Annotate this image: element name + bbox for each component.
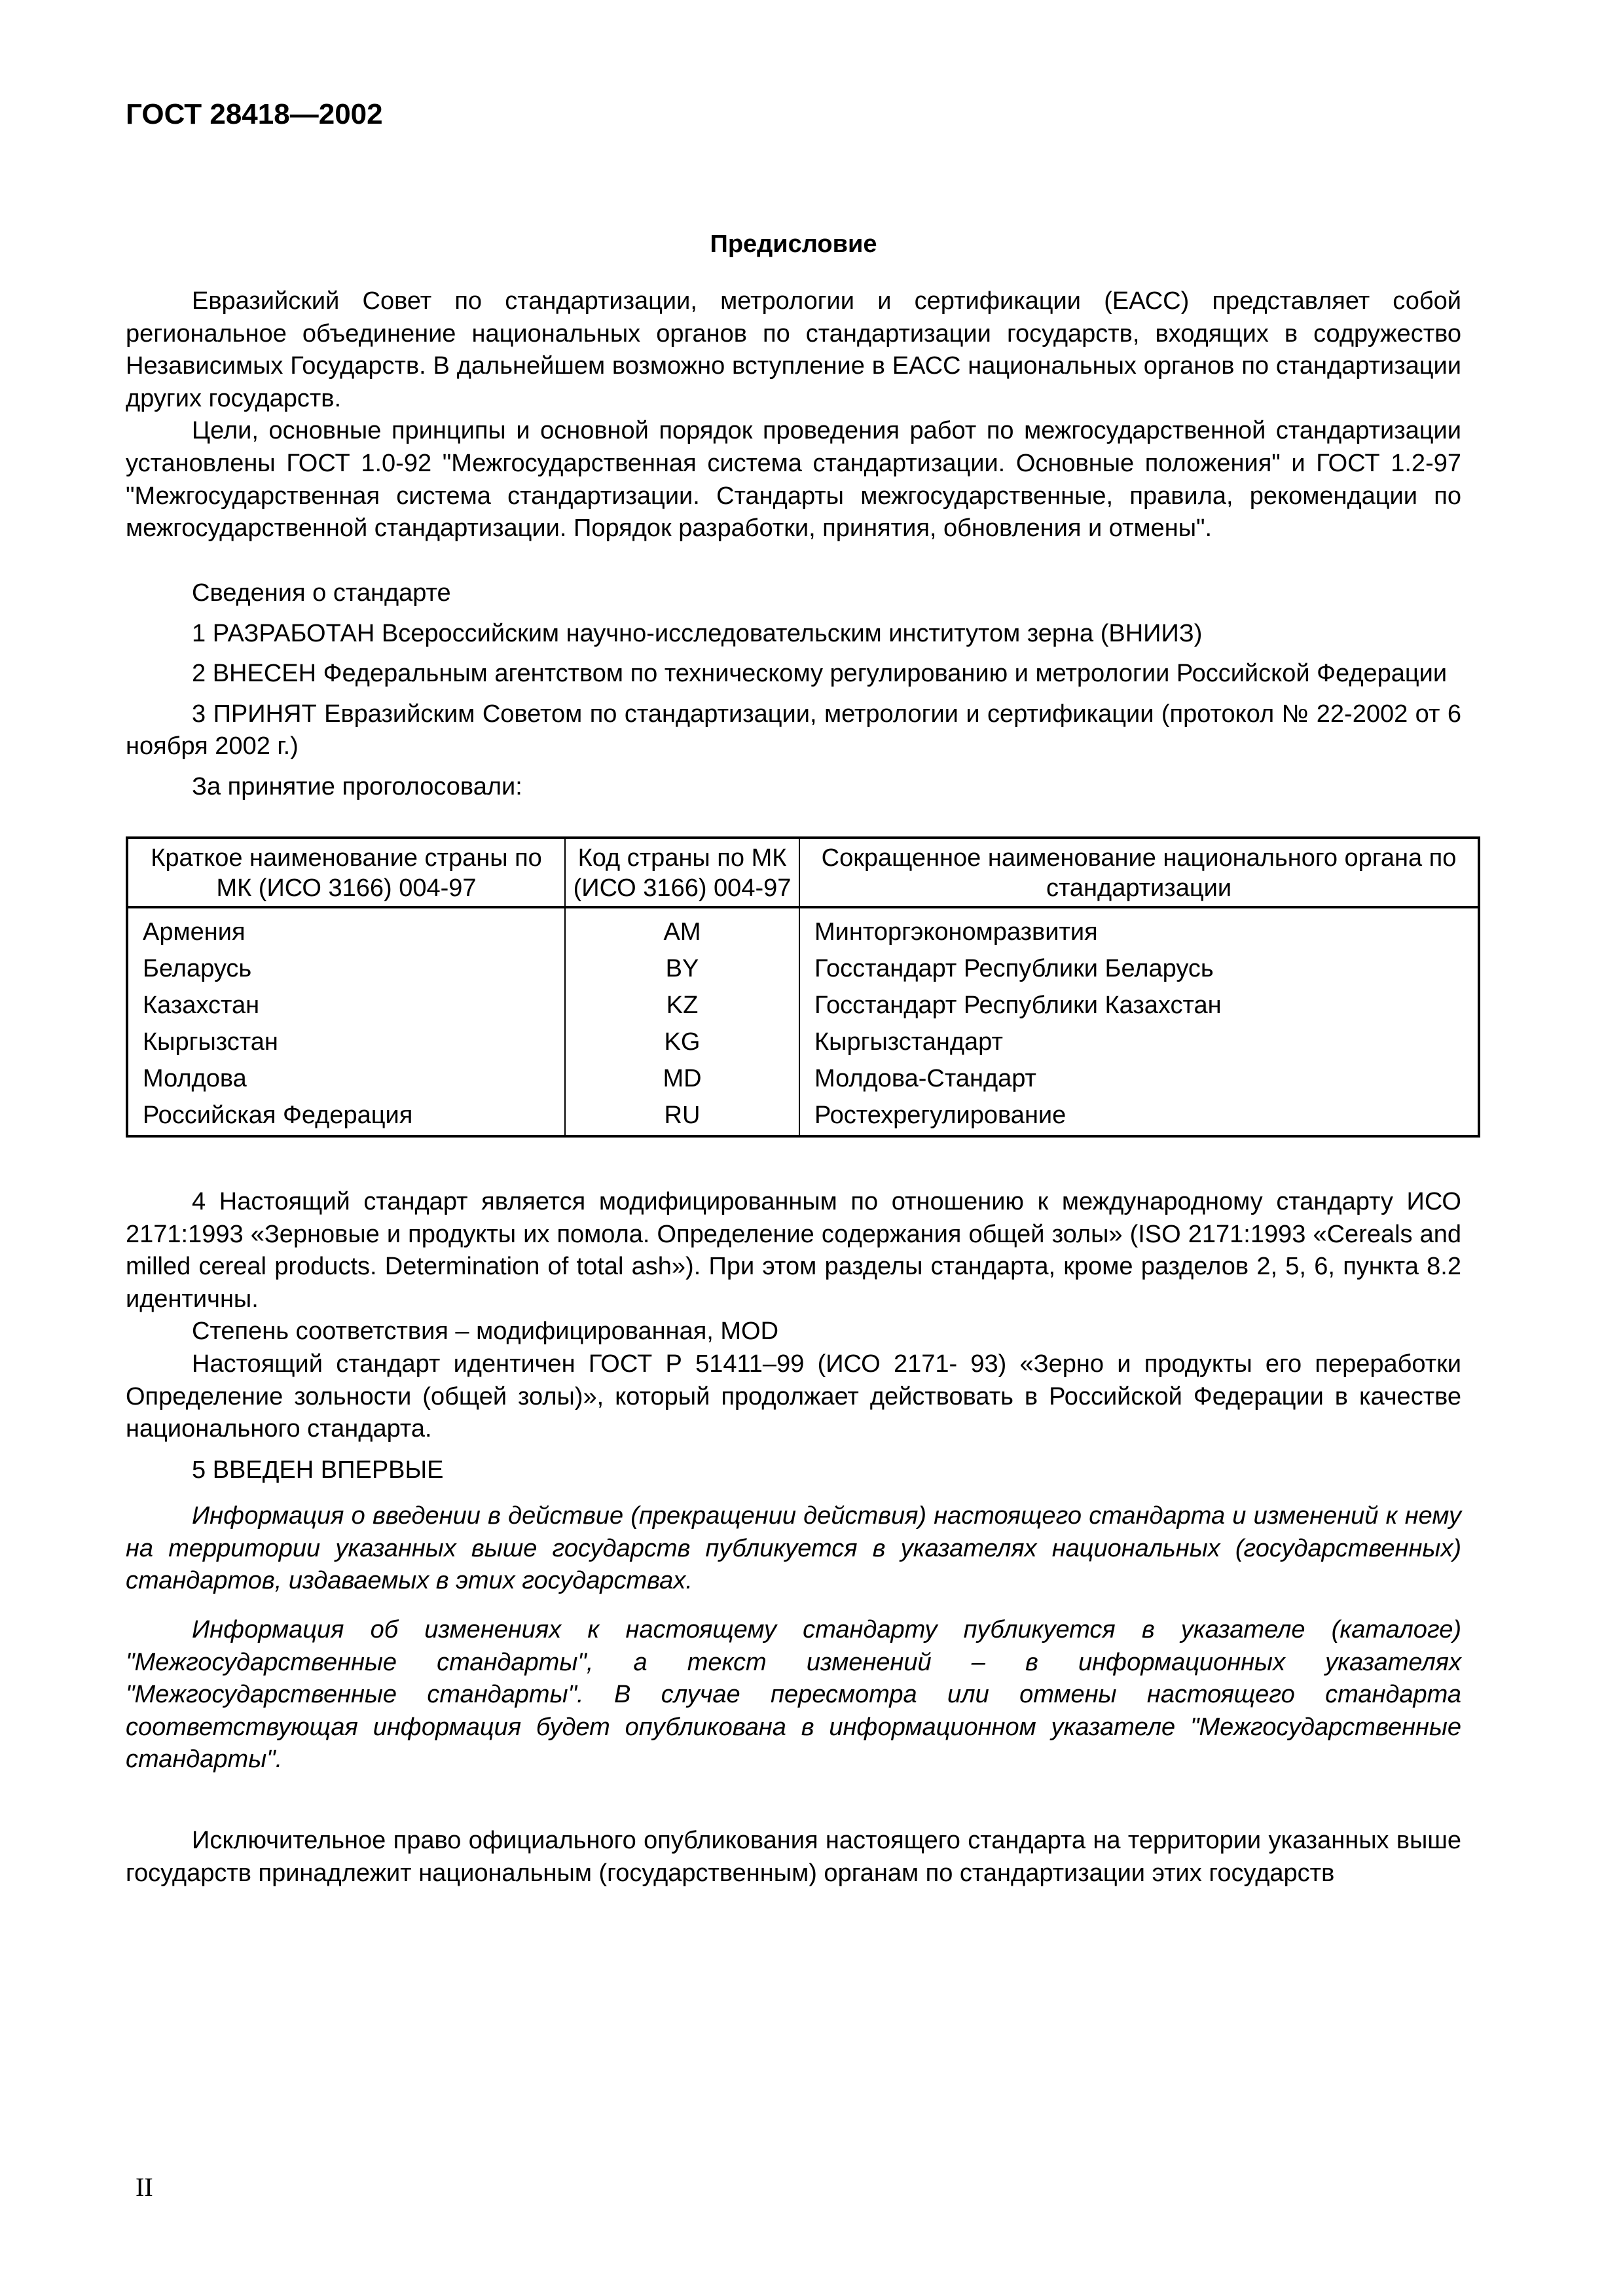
paragraph: За принятие проголосовали: — [192, 772, 522, 800]
code-cell: BY — [565, 950, 799, 987]
italic-info-1 — [126, 1500, 1461, 1598]
italic-info-2 — [126, 1614, 1461, 1776]
voting-table — [126, 836, 1480, 1138]
table-row — [127, 950, 1479, 987]
copyright-block — [126, 1825, 1461, 1890]
column-header: Код страны по МК (ИСО 3166) 004-97 — [565, 838, 799, 907]
paragraph: Информация о введении в действие (прекращении действия) настоящего стандарта и изменений к нему на территории указанных выше государств публикуется в указателях национальных (государственных) стандартов, издаваемых в этих государствах. — [126, 1502, 1461, 1595]
country-cell: Российская Федерация — [127, 1097, 565, 1136]
paragraph: Сведения о стандарте — [192, 579, 451, 607]
country-cell: Молдова — [127, 1060, 565, 1097]
intro-block — [126, 285, 1461, 545]
body-cell: Госстандарт Республики Казахстан — [799, 987, 1479, 1024]
paragraph: Информация об изменениях к настоящему стандарту публикуется в указателе (каталоге) "Межгосударственные стандарты", а текст изменений – в информационных указателях "Межгосударственные стандарты". В случае пересмотра или отмены настоящего стандарта соответствующая информация будет опубликована в информационном указателе "Межгосударственные стандарты". — [126, 1616, 1461, 1774]
column-header: Краткое наименование страны по МК (ИСО 3166) 004-97 — [127, 838, 565, 907]
paragraph: Исключительное право официального опубликования настоящего стандарта на территории указанных выше государств принадлежит национальным (государственным) органам по стандартизации этих государств — [126, 1827, 1461, 1887]
table-row — [127, 1024, 1479, 1060]
paragraph: Цели, основные принципы и основной порядок проведения работ по межгосударственной стандартизации установлены ГОСТ 1.0-92 "Межгосударственная система стандартизации. Основные положения" и ГОСТ 1.2-97 "Межгосударственная система стандартизации. Стандарты межгосударственные, правила, рекомендации по межгосударственной стандартизации. Порядок разработки, принятия, обновления и отмены". — [126, 417, 1461, 543]
body-cell: Кыргызстандарт — [799, 1024, 1479, 1060]
modification-block — [126, 1186, 1461, 1446]
table-row — [127, 907, 1479, 950]
country-cell: Беларусь — [127, 950, 565, 987]
paragraph: 1 РАЗРАБОТАН Всероссийским научно-исследовательским институтом зерна (ВНИИЗ) — [192, 619, 1203, 647]
country-cell: Армения — [127, 907, 565, 950]
code-cell: KG — [565, 1024, 799, 1060]
code-cell: MD — [565, 1060, 799, 1097]
paragraph: 3 ПРИНЯТ Евразийским Советом по стандартизации, метрологии и сертификации (протокол № 22-2002 от 6 ноября 2002 г.) — [126, 700, 1461, 761]
paragraph: 4 Настоящий стандарт является модифицированным по отношению к международному стандарту ИСО 2171:1993 «Зерновые и продукты их помола. Определение содержания общей золы» (ISO 2171:1993 «Cereals and milled cereal products. Determination of total ash»). При этом разделы стандарта, кроме разделов 2, 5, 6, пункта 8.2 идентичны. — [126, 1188, 1461, 1313]
paragraph: Степень соответствия – модифицированная, MOD — [192, 1318, 779, 1346]
info-block — [126, 577, 1461, 804]
table-row — [127, 1097, 1479, 1136]
introduced-block — [126, 1454, 1461, 1487]
code-cell: RU — [565, 1097, 799, 1136]
table-row — [127, 987, 1479, 1024]
body-cell: Молдова-Стандарт — [799, 1060, 1479, 1097]
body-cell: Ростехрегулирование — [799, 1097, 1479, 1136]
body-cell: Минторгэкономразвития — [799, 907, 1479, 950]
code-cell: AM — [565, 907, 799, 950]
paragraph: Настоящий стандарт идентичен ГОСТ Р 51411–99 (ИСО 2171- 93) «Зерно и продукты его переработки Определение зольности (общей золы)», который продолжает действовать в Российской Федерации в качестве национального стандарта. — [126, 1350, 1461, 1443]
country-cell: Кыргызстан — [127, 1024, 565, 1060]
paragraph: 5 ВВЕДЕН ВПЕРВЫЕ — [192, 1456, 444, 1484]
document-header: ГОСТ 28418—2002 — [126, 98, 383, 130]
column-header: Сокращенное наименование национального органа по стандартизации — [799, 838, 1479, 907]
code-cell: KZ — [565, 987, 799, 1024]
section-title: Предисловие — [710, 230, 877, 258]
body-cell: Госстандарт Республики Беларусь — [799, 950, 1479, 987]
paragraph: 2 ВНЕСЕН Федеральным агентством по техническому регулированию и метрологии Российской Федерации — [192, 660, 1448, 688]
country-cell: Казахстан — [127, 987, 565, 1024]
paragraph: Евразийский Совет по стандартизации, метрологии и сертификации (ЕАСС) представляет собой региональное объединение национальных органов по стандартизации государств, входящих в содружество Независимых Государств. В дальнейшем возможно вступление в ЕАСС национальных органов по стандартизации других государств. — [126, 287, 1461, 412]
table-row — [127, 1060, 1479, 1097]
page-number: II — [136, 2172, 153, 2202]
